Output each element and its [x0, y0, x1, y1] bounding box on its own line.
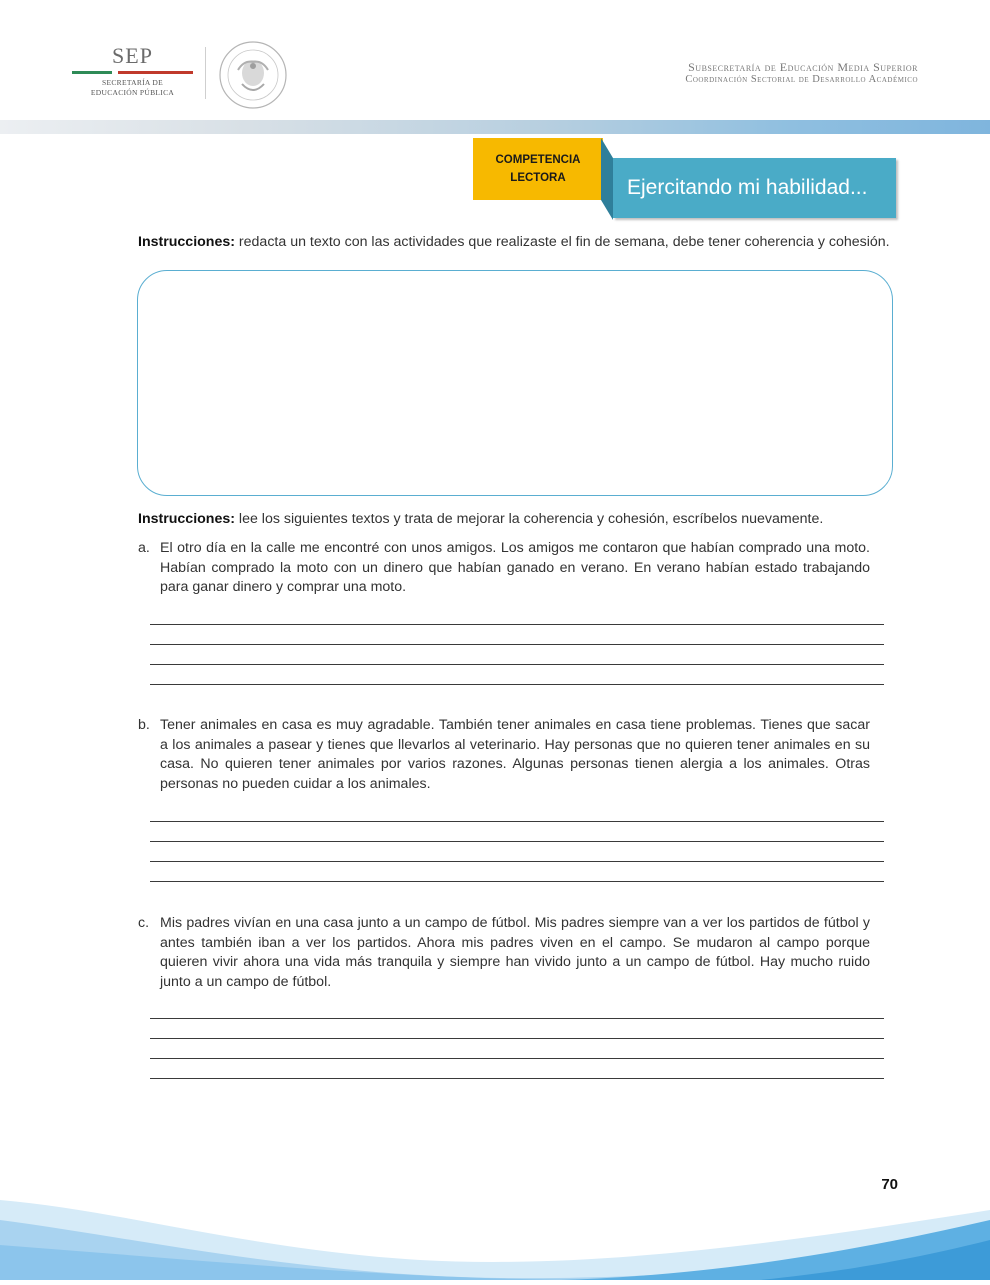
item-label: c.: [138, 915, 150, 931]
sep-logo-subtitle-2: EDUCACIÓN PÚBLICA: [90, 88, 175, 97]
exercise-item-b: [138, 716, 870, 794]
sep-logo-flag-bar: [72, 71, 193, 74]
answer-line[interactable]: [150, 1078, 884, 1079]
answer-line[interactable]: [150, 881, 884, 882]
answer-lines-c[interactable]: [150, 1018, 884, 1098]
section-title-banner: [613, 158, 896, 218]
page-number: 70: [881, 1176, 898, 1193]
dept-line-2: Coordinación Sectorial de Desarrollo Académico: [685, 74, 918, 85]
competencia-line-2: LECTORA: [510, 172, 566, 184]
exercise-item-a: [138, 539, 870, 598]
instructions-2-label: Instrucciones:: [138, 511, 235, 527]
answer-lines-a[interactable]: [150, 624, 884, 704]
dept-line-1: Subsecretaría de Educación Media Superior: [688, 60, 918, 74]
header-band: [0, 120, 990, 134]
instructions-2-text: lee los siguientes textos y trata de mejorar la coherencia y cohesión, escríbelos nuevamente.: [234, 511, 824, 527]
seal-icon: [218, 40, 288, 110]
answer-line[interactable]: [150, 861, 884, 862]
item-text: Tener animales en casa es muy agradable. También tener animales en casa tiene problemas. Tienes que sacar a los animales a pasear y tienes que llevarlos al veterinario. Hay personas que no quieren tener animales en su casa. No quieren tener animales por varios razones. Algunas personas tienen alergia a los animales. Otras personas no pueden cuidar a los animales.: [160, 717, 870, 792]
sep-logo: [70, 44, 195, 104]
answer-line[interactable]: [150, 644, 884, 645]
department-heading: [685, 60, 918, 86]
footer-wave-decoration: [0, 1180, 990, 1280]
section-title: Ejercitando mi habilidad...: [627, 176, 868, 199]
header-divider: [205, 47, 206, 99]
competencia-line-1: COMPETENCIA: [495, 154, 581, 166]
instructions-1: [138, 233, 898, 253]
instructions-1-text: redacta un texto con las actividades que realizaste el fin de semana, debe tener coherencia y cohesión.: [234, 234, 890, 250]
item-label: b.: [138, 717, 150, 733]
instructions-1-label: Instrucciones:: [138, 234, 235, 250]
item-text: Mis padres vivían en una casa junto a un campo de fútbol. Mis padres siempre van a ver los partidos de fútbol y antes también iban a ver los partidos. Ahora mis padres viven en el campo. Se mudaron al campo porque quieren vivir ahora una vida más tranquila y siempre han vivido junto a un campo de fútbol. Hay mucho ruido junto a un campo de fútbol.: [160, 915, 870, 990]
answer-line[interactable]: [150, 841, 884, 842]
sep-logo-title: SEP: [112, 43, 153, 68]
competencia-badge: [473, 138, 603, 200]
sep-logo-subtitle-1: SECRETARÍA DE: [101, 78, 163, 87]
answer-line[interactable]: [150, 1018, 884, 1019]
answer-text-box[interactable]: [137, 270, 893, 496]
item-text: El otro día en la calle me encontré con unos amigos. Los amigos me contaron que habían comprado una moto. Habían comprado la moto con un dinero que habían ganado en verano. En verano habían estado trabajando para ganar dinero y comprar una moto.: [160, 540, 870, 595]
answer-lines-b[interactable]: [150, 821, 884, 901]
item-label: a.: [138, 540, 150, 556]
answer-line[interactable]: [150, 1038, 884, 1039]
answer-line[interactable]: [150, 821, 884, 822]
answer-line[interactable]: [150, 664, 884, 665]
instructions-2: [138, 510, 898, 530]
exercise-item-c: [138, 914, 870, 992]
answer-line[interactable]: [150, 1058, 884, 1059]
answer-line[interactable]: [150, 624, 884, 625]
answer-line[interactable]: [150, 684, 884, 685]
